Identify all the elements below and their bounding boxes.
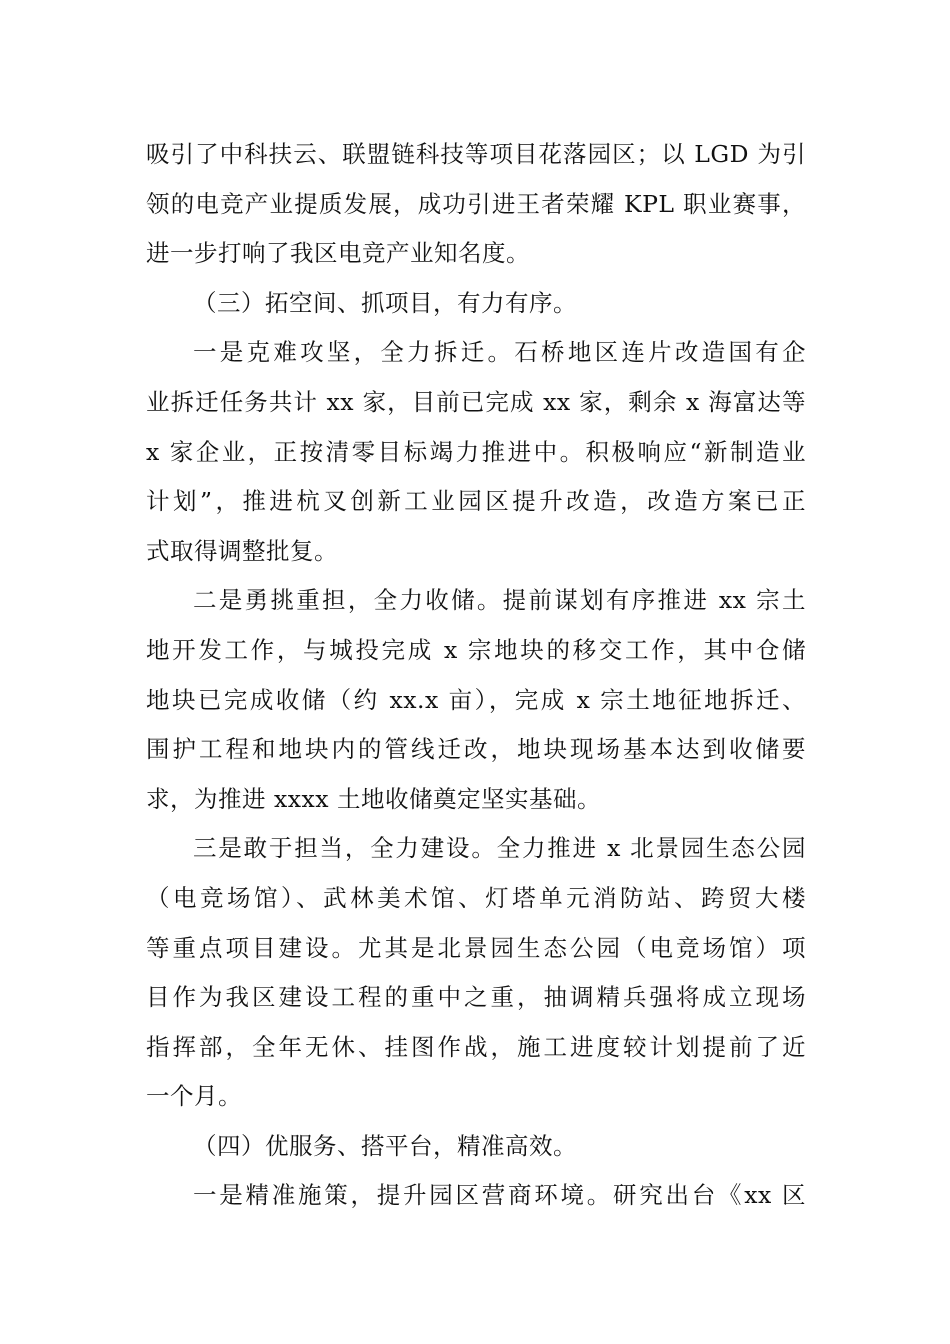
text-line: 指挥部，全年无休、挂图作战，施工进度较计划提前了近 — [146, 1032, 806, 1061]
text-line: 二是勇挑重担，全力收储。提前谋划有序推进 xx 宗土 — [193, 586, 806, 615]
heading-line: （四）优服务、搭平台，精准高效。 — [193, 1131, 577, 1160]
text-line: （电竞场馆）、武林美术馆、灯塔单元消防站、跨贸大楼 — [146, 883, 806, 912]
text-line: 吸引了中科扶云、联盟链科技等项目花落园区；以 LGD 为引 — [146, 140, 806, 168]
text-line: 一是克难攻坚，全力拆迁。石桥地区连片改造国有企 — [193, 338, 806, 367]
document-body — [146, 130, 806, 1221]
text-line: 地块已完成收储（约 xx.x 亩），完成 x 宗土地征地拆迁、 — [146, 685, 806, 714]
section-heading-3 — [146, 279, 806, 329]
text-line: x 家企业，正按清零目标竭力推进中。积极响应“新制造业 — [146, 437, 806, 466]
paragraph-5 — [146, 824, 806, 1122]
text-line: 求，为推进 xxxx 土地收储奠定坚实基础。 — [146, 784, 601, 813]
section-heading-4 — [146, 1122, 806, 1172]
text-line: 围护工程和地块内的管线迁改，地块现场基本达到收储要 — [146, 735, 806, 764]
text-line: 进一步打响了我区电竞产业知名度。 — [146, 239, 530, 268]
text-line: 三是敢于担当，全力建设。全力推进 x 北景园生态公园 — [193, 834, 806, 863]
text-line: 等重点项目建设。尤其是北景园生态公园（电竞场馆）项 — [146, 933, 806, 962]
text-line: 式取得调整批复。 — [146, 536, 338, 565]
text-line: 计划”，推进杭叉创新工业园区提升改造，改造方案已正 — [146, 487, 806, 516]
heading-line: （三）拓空间、抓项目，有力有序。 — [193, 288, 577, 317]
paragraph-4 — [146, 576, 806, 824]
text-line: 领的电竞产业提质发展，成功引进王者荣耀 KPL 职业赛事， — [146, 189, 806, 218]
text-line: 一个月。 — [146, 1082, 242, 1111]
paragraph-7 — [146, 1171, 806, 1221]
text-line: 一是精准施策，提升园区营商环境。研究出台《xx 区 — [193, 1181, 806, 1210]
text-line: 业拆迁任务共计 xx 家，目前已完成 xx 家，剩余 x 海富达等 — [146, 387, 806, 416]
text-line: 目作为我区建设工程的重中之重，抽调精兵强将成立现场 — [146, 983, 806, 1012]
text-line: 地开发工作，与城投完成 x 宗地块的移交工作，其中仓储 — [146, 635, 806, 664]
paragraph-1 — [146, 130, 806, 279]
paragraph-3 — [146, 328, 806, 576]
